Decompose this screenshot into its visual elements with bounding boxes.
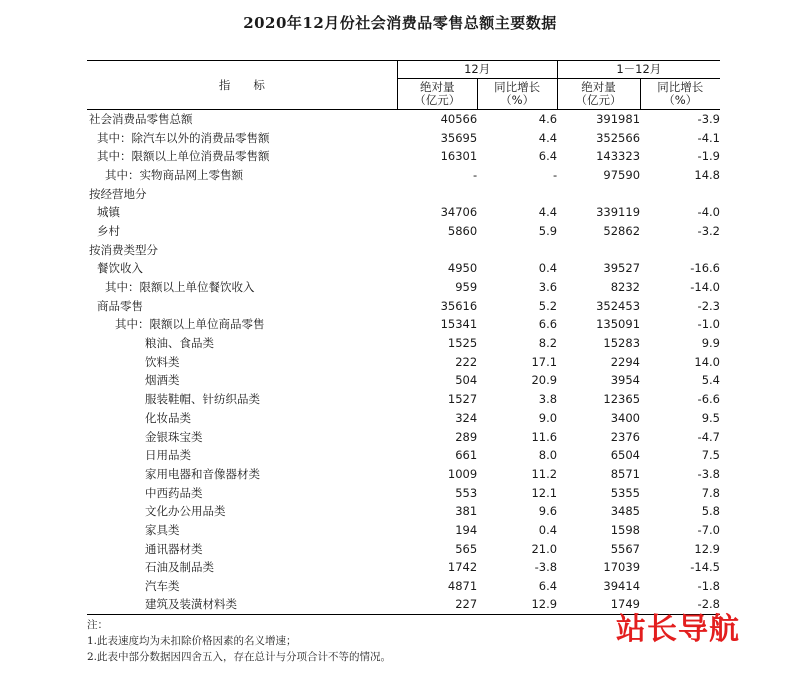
table-row — [87, 296, 720, 315]
cell-month-abs: 35695 — [440, 130, 478, 145]
row-label: 日用品类 — [145, 448, 191, 463]
cell-ytd-yoy: 14.0 — [694, 354, 720, 369]
cell-month-yoy: 6.6 — [538, 317, 558, 332]
cell-ytd-yoy: -2.3 — [697, 298, 720, 313]
cell-ytd-abs: 15283 — [603, 336, 641, 351]
row-label: 乡村 — [97, 223, 120, 238]
cell-month-yoy: 6.4 — [538, 579, 558, 594]
cell-ytd-yoy: 9.5 — [701, 410, 720, 425]
row-label: 商品零售 — [97, 298, 143, 313]
cell-month-yoy: - — [552, 167, 558, 182]
row-label: 城镇 — [97, 205, 120, 220]
row-label: 按经营地分 — [89, 186, 147, 201]
cell-ytd-abs: 39414 — [603, 579, 641, 594]
table-row — [87, 110, 720, 129]
cell-ytd-yoy: -14.0 — [690, 280, 720, 295]
row-label: 文化办公用品类 — [145, 504, 226, 519]
cell-month-yoy: 17.1 — [531, 354, 558, 369]
cell-ytd-yoy: 5.4 — [701, 373, 720, 388]
row-label: 其中：限额以上单位商品零售 — [115, 317, 265, 332]
row-label: 饮料类 — [145, 354, 180, 369]
cell-ytd-abs: 1749 — [557, 595, 640, 614]
row-label: 按消费类型分 — [89, 242, 158, 257]
cell-ytd-yoy: -1.0 — [697, 317, 720, 332]
cell-month-abs: 4871 — [447, 579, 478, 594]
ytd-yoy-header — [640, 79, 720, 110]
ytd-abs-unit: （亿元） — [575, 93, 622, 107]
row-label: 家具类 — [145, 522, 180, 537]
table-row — [87, 446, 720, 465]
cell-ytd-yoy: -4.7 — [697, 429, 720, 444]
cell-ytd-yoy: -14.5 — [690, 560, 720, 575]
row-label: 家用电器和音像器材类 — [145, 466, 260, 481]
cell-ytd-abs: 39527 — [603, 261, 641, 276]
table-row — [87, 371, 720, 390]
cell-month-yoy: 5.9 — [538, 223, 558, 238]
cell-ytd-abs: 3485 — [610, 504, 641, 519]
cell-month-abs: 35616 — [440, 298, 478, 313]
cell-month-yoy — [477, 240, 557, 259]
cell-ytd-abs: 339119 — [596, 205, 641, 220]
cell-month-yoy: 9.6 — [538, 504, 558, 519]
row-label: 建筑及装潢材料类 — [87, 595, 397, 614]
cell-ytd-abs — [557, 184, 640, 203]
month-yoy-header — [477, 79, 557, 110]
cell-ytd-abs: 5567 — [610, 541, 641, 556]
cell-ytd-yoy: -1.9 — [697, 149, 720, 164]
cell-month-abs: 15341 — [440, 317, 478, 332]
cell-ytd-yoy: 14.8 — [694, 167, 720, 182]
table-row — [87, 483, 720, 502]
footnote-label: 注： — [87, 619, 108, 631]
row-label: 烟酒类 — [145, 373, 180, 388]
cell-month-abs: 227 — [397, 595, 477, 614]
cell-ytd-abs: 3400 — [610, 410, 641, 425]
cell-ytd-abs: 12365 — [603, 392, 641, 407]
table-row — [87, 128, 720, 147]
table-row — [87, 184, 720, 203]
cell-month-yoy: 8.0 — [538, 448, 558, 463]
table-row — [87, 259, 720, 278]
cell-month-yoy: 21.0 — [531, 541, 558, 556]
cell-ytd-abs: 1598 — [610, 522, 641, 537]
row-label: 其中：实物商品网上零售额 — [105, 167, 243, 182]
cell-ytd-abs: 5355 — [610, 485, 641, 500]
cell-month-abs: 324 — [455, 410, 478, 425]
month-abs-header — [397, 79, 477, 110]
ytd-abs-title: 绝对量 — [581, 80, 616, 94]
cell-month-yoy: -3.8 — [534, 560, 558, 575]
row-label: 汽车类 — [145, 579, 180, 594]
cell-ytd-abs: 3954 — [610, 373, 641, 388]
footnote-2: 2.此表中部分数据因四舍五入，存在总计与分项合计不等的情况。 — [87, 651, 392, 663]
cell-month-abs: 4950 — [447, 261, 478, 276]
cell-month-abs: 40566 — [440, 112, 478, 127]
cell-month-abs: - — [473, 167, 478, 182]
row-label: 化妆品类 — [145, 410, 191, 425]
cell-month-yoy: 4.4 — [538, 205, 558, 220]
row-label: 其中：除汽车以外的消费品零售额 — [97, 130, 270, 145]
cell-month-abs: 1009 — [447, 466, 478, 481]
cell-month-abs: 553 — [455, 485, 478, 500]
table-row — [87, 147, 720, 166]
cell-month-abs: 1742 — [447, 560, 478, 575]
cell-month-abs: 1527 — [447, 392, 478, 407]
cell-month-yoy: 12.1 — [531, 485, 558, 500]
month-yoy-unit: （%） — [500, 93, 535, 107]
ytd-yoy-title: 同比增长 — [657, 80, 704, 94]
cell-ytd-yoy: -16.6 — [690, 261, 720, 276]
watermark-logo: 站长导航 — [616, 612, 740, 647]
cell-ytd-yoy: 5.8 — [701, 504, 720, 519]
table-row — [87, 315, 720, 334]
cell-month-yoy: 11.6 — [531, 429, 558, 444]
table-row — [87, 390, 720, 409]
cell-ytd-yoy: -6.6 — [697, 392, 720, 407]
cell-ytd-abs: 352453 — [596, 298, 641, 313]
table-row — [87, 521, 720, 540]
cell-month-yoy: 12.9 — [477, 595, 557, 614]
row-label: 餐饮收入 — [97, 261, 143, 276]
cell-ytd-yoy: -3.9 — [697, 112, 720, 127]
cell-month-abs — [397, 184, 477, 203]
header-row-groups — [87, 61, 720, 79]
table-row — [87, 166, 720, 185]
table-row — [87, 278, 720, 297]
cell-month-yoy: 4.4 — [538, 130, 558, 145]
month-abs-unit: （亿元） — [414, 93, 461, 107]
cell-ytd-yoy: -7.0 — [697, 522, 720, 537]
cell-ytd-abs: 135091 — [596, 317, 641, 332]
cell-ytd-abs — [557, 240, 640, 259]
page-title: 2020年12月份社会消费品零售总额主要数据 — [243, 14, 557, 32]
cell-month-yoy: 5.2 — [538, 298, 558, 313]
indicator-header: 指 标 — [87, 61, 397, 110]
cell-ytd-yoy — [640, 240, 720, 259]
cell-ytd-abs: 391981 — [596, 112, 641, 127]
cell-month-yoy: 20.9 — [531, 373, 558, 388]
cell-month-abs: 289 — [455, 429, 478, 444]
table-row — [87, 222, 720, 241]
cell-month-yoy: 9.0 — [538, 410, 558, 425]
cell-month-abs: 661 — [455, 448, 478, 463]
cell-month-abs: 16301 — [440, 149, 478, 164]
table-row — [87, 409, 720, 428]
table-row — [87, 577, 720, 596]
cell-ytd-yoy: -1.8 — [697, 579, 720, 594]
table-row — [87, 352, 720, 371]
cell-month-abs: 5860 — [447, 223, 478, 238]
cell-month-abs: 194 — [455, 522, 478, 537]
cell-month-yoy: 6.4 — [538, 149, 558, 164]
table-body — [87, 110, 720, 615]
cell-ytd-abs: 2376 — [610, 429, 641, 444]
cell-month-abs: 565 — [455, 541, 478, 556]
cell-ytd-abs: 97590 — [603, 167, 641, 182]
table-row — [87, 203, 720, 222]
table-row — [87, 465, 720, 484]
row-label: 通讯器材类 — [145, 541, 203, 556]
cell-ytd-yoy: -4.1 — [697, 130, 720, 145]
cell-ytd-abs: 352566 — [596, 130, 641, 145]
month-yoy-title: 同比增长 — [494, 80, 541, 94]
row-label: 粮油、食品类 — [145, 336, 214, 351]
cell-month-yoy: 3.6 — [538, 280, 558, 295]
cell-month-abs — [397, 240, 477, 259]
cell-month-yoy — [477, 184, 557, 203]
cell-month-yoy: 4.6 — [538, 112, 558, 127]
table-row — [87, 558, 720, 577]
cell-ytd-abs: 52862 — [603, 223, 641, 238]
row-label: 社会消费品零售总额 — [89, 112, 193, 127]
cell-ytd-yoy: 12.9 — [694, 541, 720, 556]
table-row — [87, 539, 720, 558]
cell-month-yoy: 3.8 — [538, 392, 558, 407]
cell-ytd-yoy: -2.8 — [640, 595, 720, 614]
cell-ytd-abs: 2294 — [610, 354, 641, 369]
footnotes — [87, 617, 391, 665]
ytd-group-header: 1－12月 — [557, 61, 720, 79]
cell-ytd-abs: 8232 — [610, 280, 641, 295]
table-row — [87, 502, 720, 521]
cell-ytd-abs: 143323 — [596, 149, 641, 164]
cell-ytd-yoy: 7.8 — [701, 485, 720, 500]
cell-month-yoy: 0.4 — [538, 261, 558, 276]
row-label: 服装鞋帽、针纺织品类 — [145, 392, 260, 407]
ytd-yoy-unit: （%） — [663, 93, 698, 107]
cell-month-yoy: 8.2 — [538, 336, 558, 351]
cell-ytd-yoy: 9.9 — [701, 336, 720, 351]
cell-month-abs: 504 — [455, 373, 478, 388]
row-label: 其中：限额以上单位消费品零售额 — [97, 149, 270, 164]
table-row — [87, 240, 720, 259]
table-row — [87, 334, 720, 353]
row-label: 中西药品类 — [145, 485, 203, 500]
cell-month-abs: 1525 — [447, 336, 478, 351]
ytd-abs-header — [557, 79, 640, 110]
cell-month-abs: 222 — [455, 354, 478, 369]
cell-month-abs: 959 — [455, 280, 478, 295]
cell-month-yoy: 0.4 — [538, 522, 558, 537]
row-label: 金银珠宝类 — [145, 429, 203, 444]
month-abs-title: 绝对量 — [419, 80, 455, 94]
cell-ytd-yoy: -3.2 — [697, 223, 720, 238]
cell-ytd-abs: 17039 — [603, 560, 641, 575]
cell-month-abs: 381 — [455, 504, 478, 519]
footnote-1: 1.此表速度均为未扣除价格因素的名义增速； — [87, 635, 297, 647]
cell-ytd-yoy — [640, 184, 720, 203]
cell-ytd-yoy: 7.5 — [701, 448, 720, 463]
data-table — [87, 60, 720, 615]
cell-ytd-abs: 8571 — [610, 466, 641, 481]
cell-ytd-yoy: -3.8 — [697, 466, 720, 481]
cell-month-yoy: 11.2 — [531, 466, 558, 481]
cell-ytd-abs: 6504 — [610, 448, 641, 463]
row-label: 石油及制品类 — [145, 560, 214, 575]
row-label: 其中：限额以上单位餐饮收入 — [105, 280, 255, 295]
cell-month-abs: 34706 — [440, 205, 478, 220]
cell-ytd-yoy: -4.0 — [697, 205, 720, 220]
month-group-header: 12月 — [397, 61, 557, 79]
table-row — [87, 427, 720, 446]
